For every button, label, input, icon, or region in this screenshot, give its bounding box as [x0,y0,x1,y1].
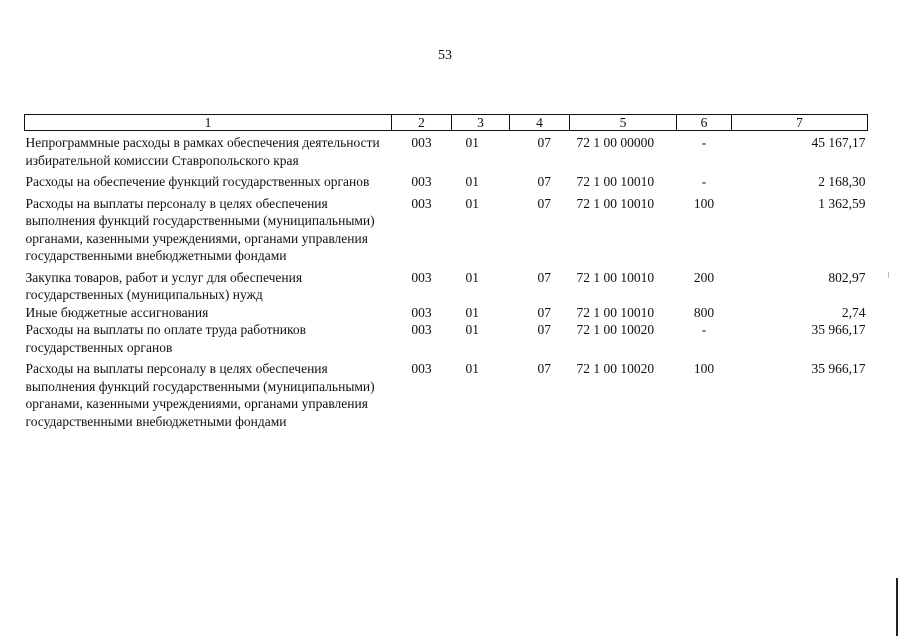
row-csr: 72 1 00 10010 [576,269,655,285]
row-amount: 2 168,30 [818,174,866,189]
row-ved: 003 [411,174,432,189]
row-name: Расходы на выплаты по оплате труда работников государственных органов [25,322,306,355]
row-pr: 07 [537,304,551,320]
row-name: Расходы на обеспечение функций государственных органов [25,174,370,189]
row-ved: 003 [411,195,432,211]
table-row [25,169,868,191]
budget-table [24,114,868,430]
row-ved: 003 [411,304,432,320]
row-rz: 01 [465,195,479,211]
row-vr: 800 [693,304,715,320]
row-csr: 72 1 00 10010 [576,304,655,320]
row-amount: 2,74 [841,304,866,320]
row-amount: 45 167,17 [811,135,866,150]
row-pr: 07 [537,135,551,150]
row-name: Непрограммные расходы в рамках обеспечения деятельности избирательной комиссии Ставропольского края [25,135,380,168]
row-amount: 35 966,17 [811,322,866,337]
table-row [25,131,868,170]
page-number: 53 [438,48,452,63]
row-amount: 1 362,59 [818,195,866,211]
row-vr: 100 [693,361,715,376]
header-col-3: 3 [452,115,510,131]
row-ved: 003 [411,322,432,337]
table-row [25,321,868,356]
header-col-1: 1 [25,115,392,131]
row-amount: 35 966,17 [811,361,866,376]
table-row [25,356,868,430]
row-vr: 100 [693,195,715,211]
row-ved: 003 [411,361,432,376]
scan-artifact-dot [888,272,889,278]
row-rz: 01 [465,322,479,337]
row-ved: 003 [411,135,432,150]
header-col-2: 2 [392,115,452,131]
table-row [25,191,868,265]
row-vr: - [701,322,707,337]
row-csr: 72 1 00 10020 [576,361,655,376]
header-col-4: 4 [510,115,570,131]
row-rz: 01 [465,269,479,285]
table-header [25,115,868,131]
row-csr: 72 1 00 00000 [576,135,655,150]
row-rz: 01 [465,361,479,376]
row-name: Расходы на выплаты персоналу в целях обеспечения выполнения функций государственными (муниципальными) органами, казенными учреждениями, органами управления государственными внебюджетными фондами [25,361,375,429]
row-rz: 01 [465,304,479,320]
header-col-6: 6 [677,115,732,131]
row-name: Закупка товаров, работ и услуг для обеспечения государственных (муниципальных) нужд [25,269,303,302]
row-pr: 07 [537,322,551,337]
row-name: Расходы на выплаты персоналу в целях обеспечения выполнения функций государственными (муниципальными) органами, казенными учреждениями, органами управления государственными внебюджетными фондами [25,195,375,263]
row-ved: 003 [411,269,432,285]
header-row [25,115,868,131]
row-vr: - [701,174,707,189]
row-csr: 72 1 00 10010 [576,195,655,211]
table-body [25,131,868,431]
row-pr: 07 [537,269,551,285]
row-pr: 07 [537,174,551,189]
header-col-5: 5 [570,115,677,131]
row-pr: 07 [537,361,551,376]
row-rz: 01 [465,174,479,189]
row-vr: 200 [693,269,715,285]
table-row [25,304,868,322]
table-row [25,265,868,304]
row-csr: 72 1 00 10020 [576,322,655,337]
row-vr: - [701,135,707,150]
row-csr: 72 1 00 10010 [576,174,655,189]
row-amount: 802,97 [828,269,866,285]
row-pr: 07 [537,195,551,211]
row-name: Иные бюджетные ассигнования [25,304,209,320]
scan-edge-mark [896,578,898,636]
row-rz: 01 [465,135,479,150]
header-col-7: 7 [732,115,868,131]
